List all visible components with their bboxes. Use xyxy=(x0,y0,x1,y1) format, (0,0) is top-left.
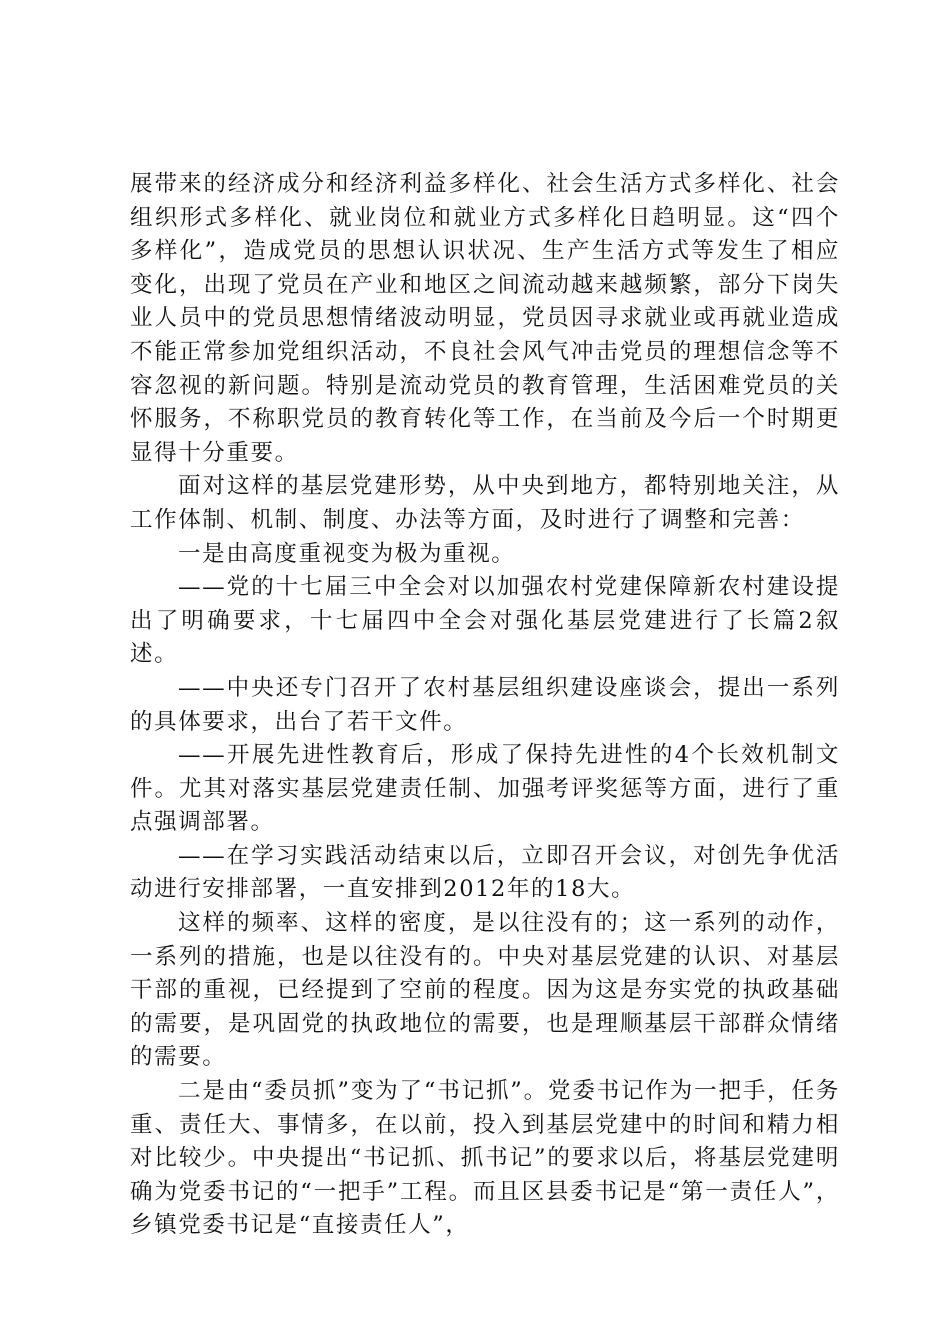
paragraph-dash-1: ——党的十七届三中全会对以加强农村党建保障新农村建设提出了明确要求，十七届四中全会对强化基层党建进行了长篇2叙述。 xyxy=(130,574,840,668)
paragraph-continuation: 展带来的经济成分和经济利益多样化、社会生活方式多样化、社会组织形式多样化、就业岗位和就业方式多样化日趋明显。这“四个多样化”，造成党员的思想认识状况、生产生活方式等发生了相应变化，出现了党员在产业和地区之间流动越来越频繁，部分下岗失业人员中的党员思想情绪波动明显，党员因寻求就业或再就业造成不能正常参加党组织活动，不良社会风气冲击党员的理想信念等不容忽视的新问题。特别是流动党员的教育管理，生活困难党员的关怀服务，不称职党员的教育转化等工作，在当前及今后一个时期更显得十分重要。 xyxy=(130,171,840,466)
body-text xyxy=(130,168,840,1243)
paragraph-dash-4: ——在学习实践活动结束以后，立即召开会议，对创先争优活动进行安排部署，一直安排到2012年的18大。 xyxy=(130,842,840,903)
paragraph-situation: 面对这样的基层党建形势，从中央到地方，都特别地关注，从工作体制、机制、制度、办法等方面，及时进行了调整和完善： xyxy=(130,473,840,533)
paragraph-frequency: 这样的频率、这样的密度，是以往没有的；这一系列的动作，一系列的措施，也是以往没有的。中央对基层党建的认识、对基层干部的重视，已经提到了空前的程度。因为这是夯实党的执政基础的需要，是巩固党的执政地位的需要，也是理顺基层干部群众情绪的需要。 xyxy=(130,910,840,1071)
paragraph-point-two: 二是由“委员抓”变为了“书记抓”。党委书记作为一把手，任务重、责任大、事情多，在以前，投入到基层党建中的时间和精力相对比较少。中央提出“书记抓、抓书记”的要求以后，将基层党建明确为党委书记的“一把手”工程。而且区县委书记是“第一责任人”，乡镇党委书记是“直接责任人”， xyxy=(130,1078,840,1239)
paragraph-dash-3: ——开展先进性教育后，形成了保持先进性的4个长效机制文件。尤其对落实基层党建责任制、加强考评奖惩等方面，进行了重点强调部署。 xyxy=(130,742,840,836)
paragraph-point-one: 一是由高度重视变为极为重视。 xyxy=(178,540,516,567)
paragraph-dash-2: ——中央还专门召开了农村基层组织建设座谈会，提出一系列的具体要求，出台了若干文件。 xyxy=(130,674,840,735)
